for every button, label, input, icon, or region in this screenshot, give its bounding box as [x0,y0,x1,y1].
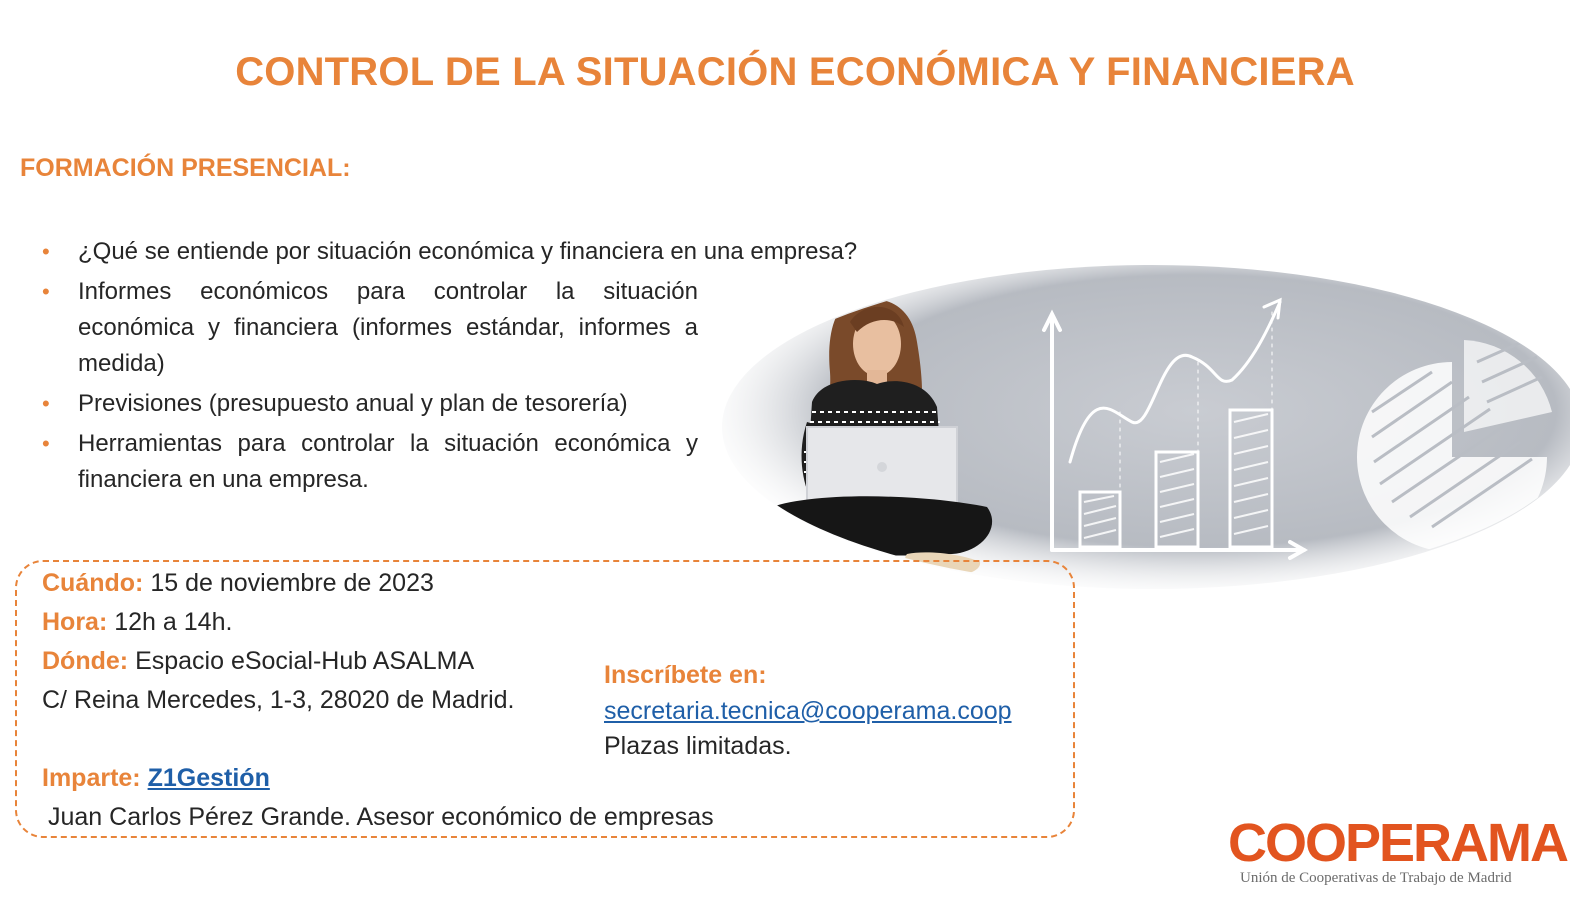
teacher-label: Imparte: [42,764,141,792]
registration-email-link[interactable]: secretaria.tecnica@cooperama.coop [604,697,1012,725]
time-label: Hora: [42,608,108,636]
bullet-icon: • [42,239,50,264]
list-item [40,426,698,498]
woman-laptop-illustration [712,262,1570,592]
time-value: 12h a 14h. [114,608,233,636]
list-item-text: Herramientas para controlar la situación económica y financiera en una empresa. [78,430,698,493]
where-label: Dónde: [42,647,129,675]
limited-places-note: Plazas limitadas. [604,732,792,760]
list-item-text: ¿Qué se entiende por situación económica y financiera en una empresa? [78,238,858,265]
registration-label: Inscríbete en: [604,661,767,689]
where-value: Espacio eSocial-Hub ASALMA [135,647,475,675]
where-row [42,647,474,676]
section-heading: FORMACIÓN PRESENCIAL: [20,154,351,182]
when-row [42,569,434,598]
teacher-name: Juan Carlos Pérez Grande. Asesor económico de empresas [48,803,714,831]
cooperama-logo [1228,812,1568,892]
bullet-icon: • [42,279,50,304]
when-label: Cuándo: [42,569,144,597]
logo-subtitle: Unión de Cooperativas de Trabajo de Madrid [1240,870,1512,886]
teacher-row [42,764,270,793]
bullet-icon: • [42,431,50,456]
page-title: CONTROL DE LA SITUACIÓN ECONÓMICA Y FINANCIERA [235,50,1355,94]
time-row [42,608,232,637]
when-value: 15 de noviembre de 2023 [150,569,434,597]
bullet-icon: • [42,391,50,416]
address: C/ Reina Mercedes, 1-3, 28020 de Madrid. [42,686,515,714]
teacher-org-link[interactable]: Z1Gestión [147,764,270,792]
list-item-text: Previsiones (presupuesto anual y plan de tesorería) [78,390,628,417]
list-item [40,274,698,382]
list-item-text: Informes económicos para controlar la situación económica y financiera (informes estándar, informes a medida) [78,278,698,377]
logo-wordmark: COOPERAMA [1228,813,1568,873]
